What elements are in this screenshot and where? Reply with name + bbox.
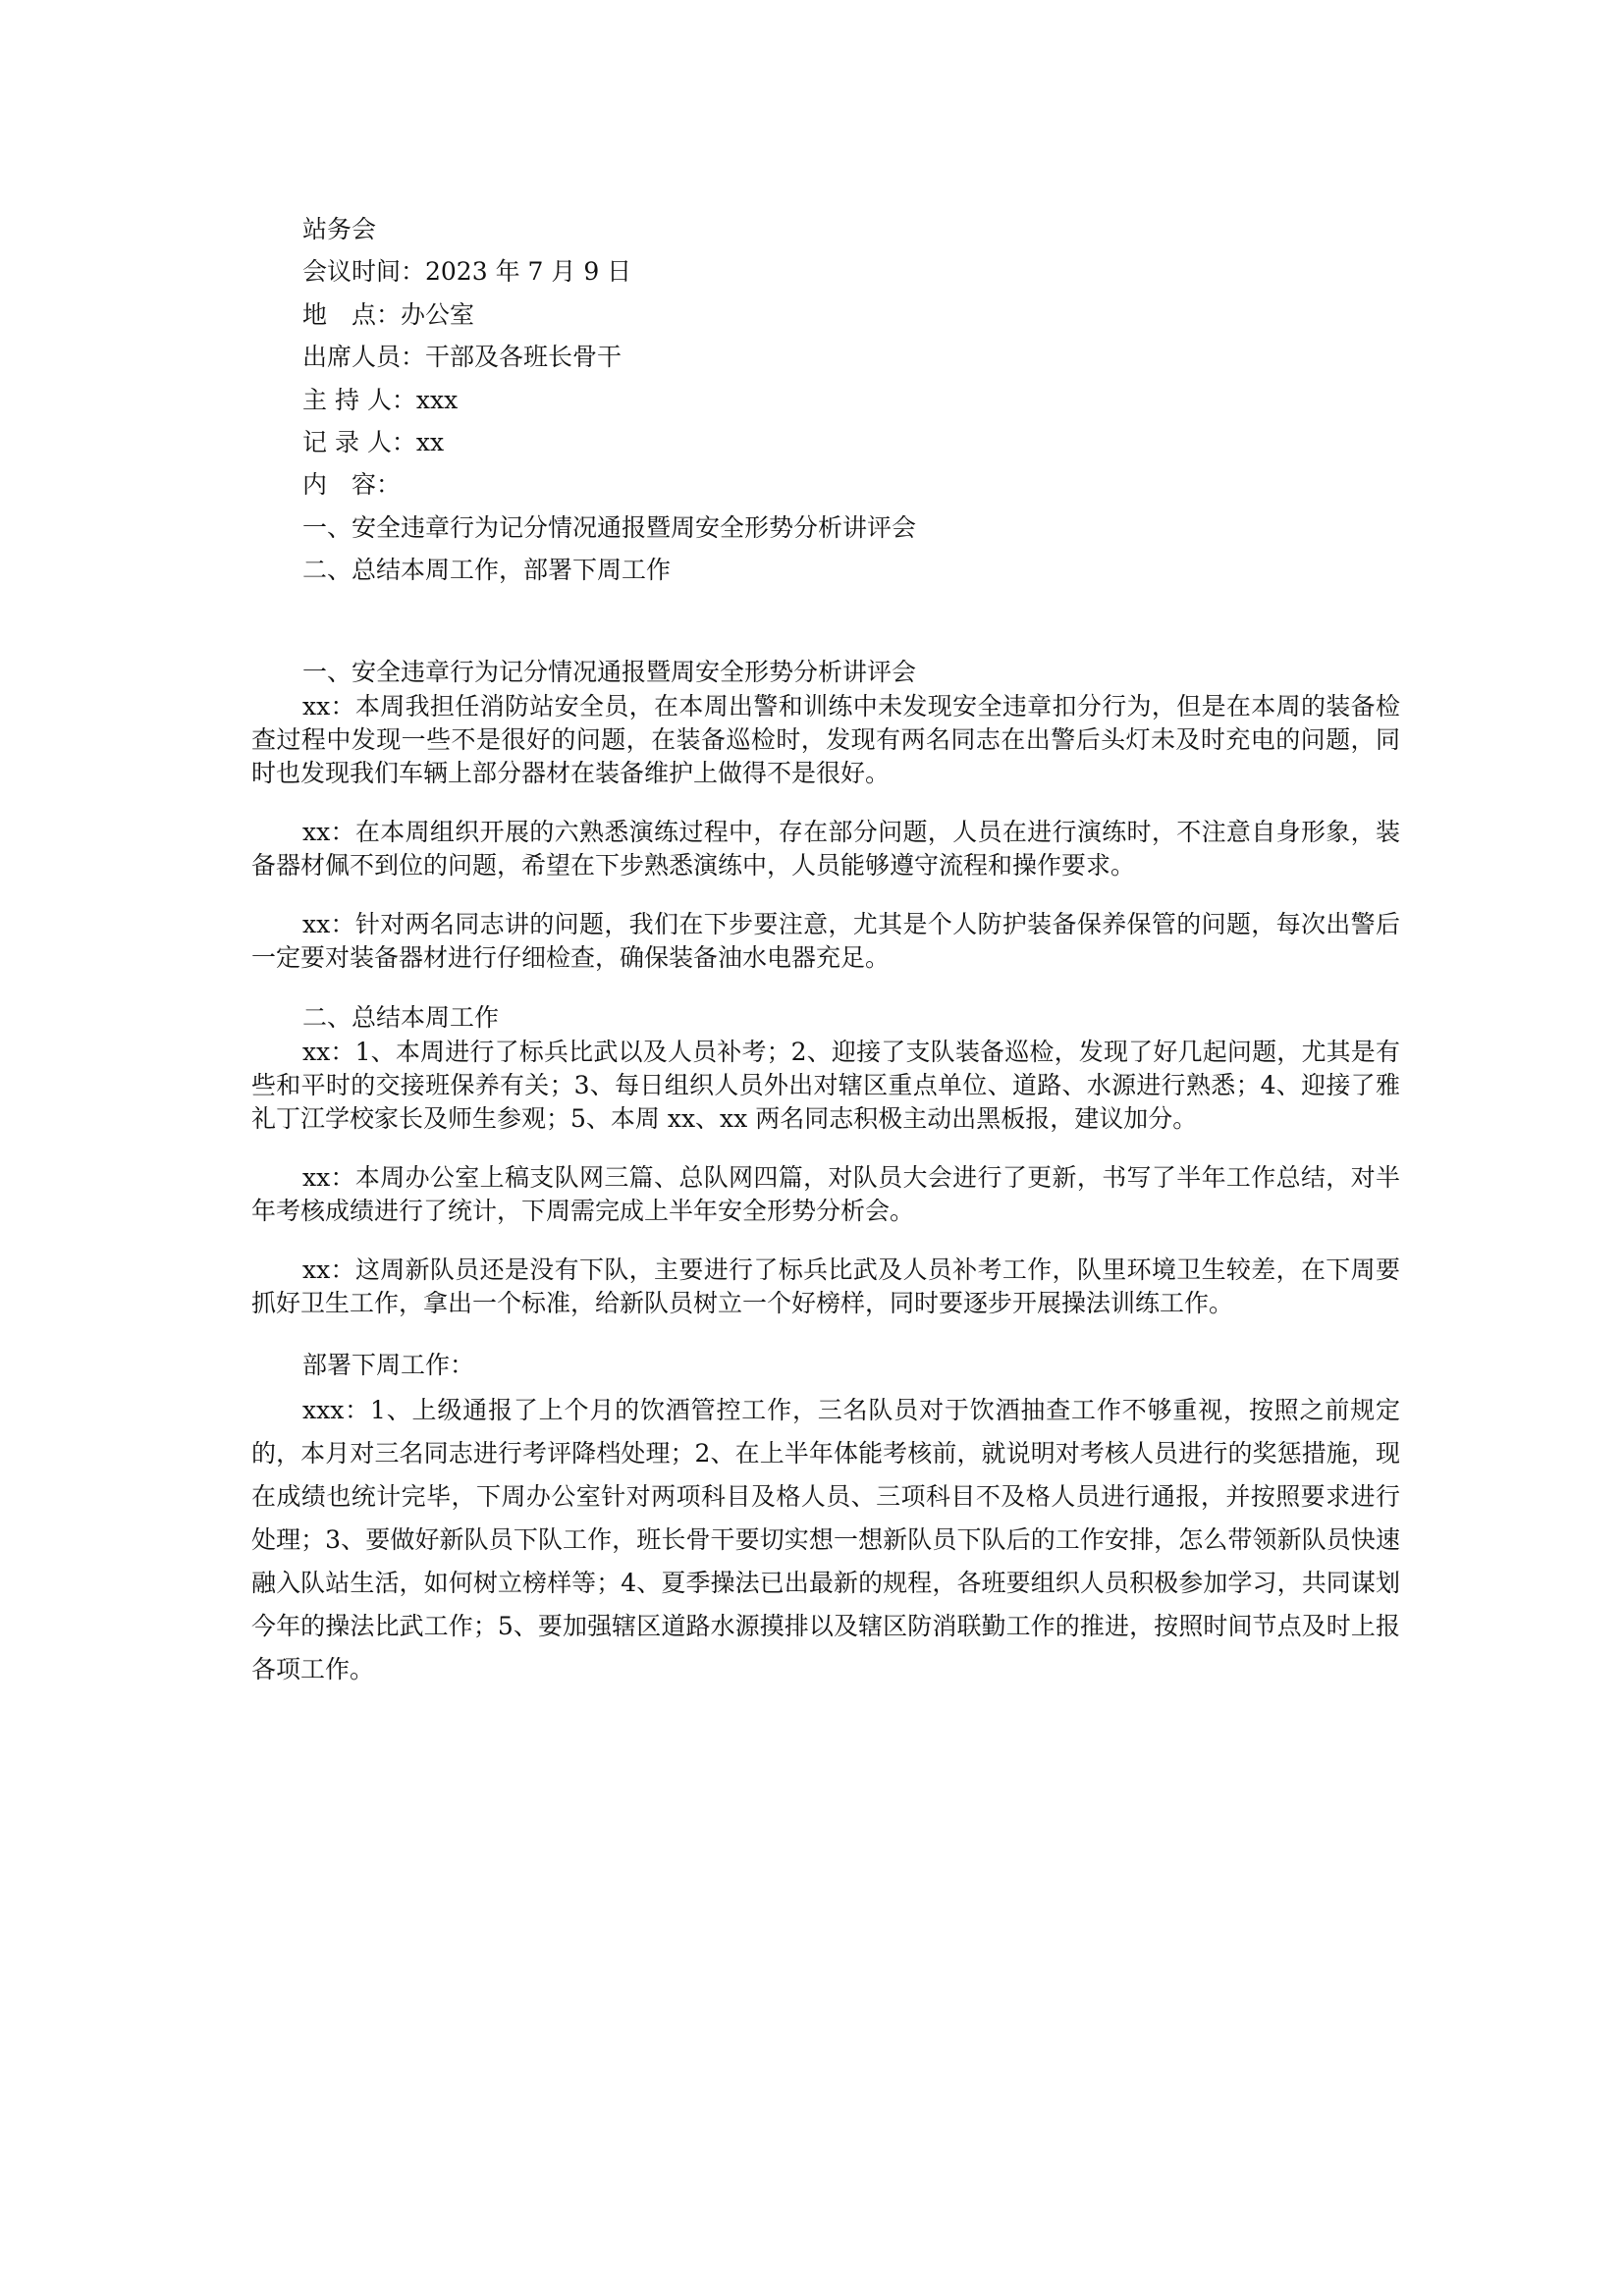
agenda-item: 二、总结本周工作，部署下周工作: [302, 556, 672, 585]
meeting-place: 地 点：办公室: [302, 299, 475, 329]
paragraph: xx：针对两名同志讲的问题，我们在下步要注意，尤其是个人防护装备保养保管的问题，每次出警后一定要对装备器材进行仔细检查，确保装备油水电器充足。: [251, 909, 1400, 972]
meeting-time: 会议时间：2023 年 7 月 9 日: [302, 257, 632, 287]
meeting-host: 主 持 人：xxx: [302, 385, 459, 414]
section-title: 一、安全违章行为记分情况通报暨周安全形势分析讲评会: [302, 657, 917, 686]
paragraph: xx：本周我担任消防站安全员，在本周出警和训练中未发现安全违章扣分行为，但是在本周的装备检查过程中发现一些不是很好的问题，在装备巡检时，发现有两名同志在出警后头灯未及时充电的问题，同时也发现我们车辆上部分器材在装备维护上做得不是很好。: [251, 691, 1400, 787]
paragraph: xx：1、本周进行了标兵比武以及人员补考；2、迎接了支队装备巡检，发现了好几起问题，尤其是有些和平时的交接班保养有关；3、每日组织人员外出对辖区重点单位、道路、水源进行熟悉；4、迎接了雅礼丁江学校家长及师生参观；5、本周 xx、xx 两名同志积极主动出黑板报，建议加分。: [251, 1037, 1400, 1133]
meeting-attendees: 出席人员：干部及各班长骨干: [302, 343, 623, 372]
paragraph: xx：本周办公室上稿支队网三篇、总队网四篇，对队员大会进行了更新，书写了半年工作总结，对半年考核成绩进行了统计，下周需完成上半年安全形势分析会。: [251, 1162, 1400, 1225]
meeting-content-label: 内 容：: [302, 470, 402, 500]
document-content: [251, 208, 1400, 1691]
paragraph: xx：在本周组织开展的六熟悉演练过程中，存在部分问题，人员在进行演练时，不注意自身形象，装备器材佩不到位的问题，希望在下步熟悉演练中，人员能够遵守流程和操作要求。: [251, 817, 1400, 880]
paragraph: xx：这周新队员还是没有下队，主要进行了标兵比武及人员补考工作，队里环境卫生较差，在下周要抓好卫生工作，拿出一个标准，给新队员树立一个好榜样，同时要逐步开展操法训练工作。: [251, 1255, 1400, 1317]
meeting-recorder: 记 录 人：xx: [302, 427, 445, 456]
meeting-title: 站务会: [302, 215, 377, 243]
section-title: 部署下周工作：: [302, 1350, 475, 1379]
paragraph: xxx：1、上级通报了上个月的饮酒管控工作，三名队员对于饮酒抽查工作不够重视，按照之前规定的，本月对三名同志进行考评降档处理；2、在上半年体能考核前，就说明对考核人员进行的奖惩措施，现在成绩也统计完毕，下周办公室针对两项科目及格人员、三项科目不及格人员进行通报，并按照要求进行处理；3、要做好新队员下队工作，班长骨干要切实想一想新队员下队后的工作安排，怎么带领新队员快速融入队站生活，如何树立榜样等；4、夏季操法已出最新的规程，各班要组织人员积极参加学习，共同谋划今年的操法比武工作；5、要加强辖区道路水源摸排以及辖区防消联勤工作的推进，按照时间节点及时上报各项工作。: [251, 1395, 1400, 1683]
section-title: 二、总结本周工作: [302, 1002, 500, 1032]
agenda-item: 一、安全违章行为记分情况通报暨周安全形势分析讲评会: [302, 512, 917, 542]
spacer: [251, 592, 1400, 655]
